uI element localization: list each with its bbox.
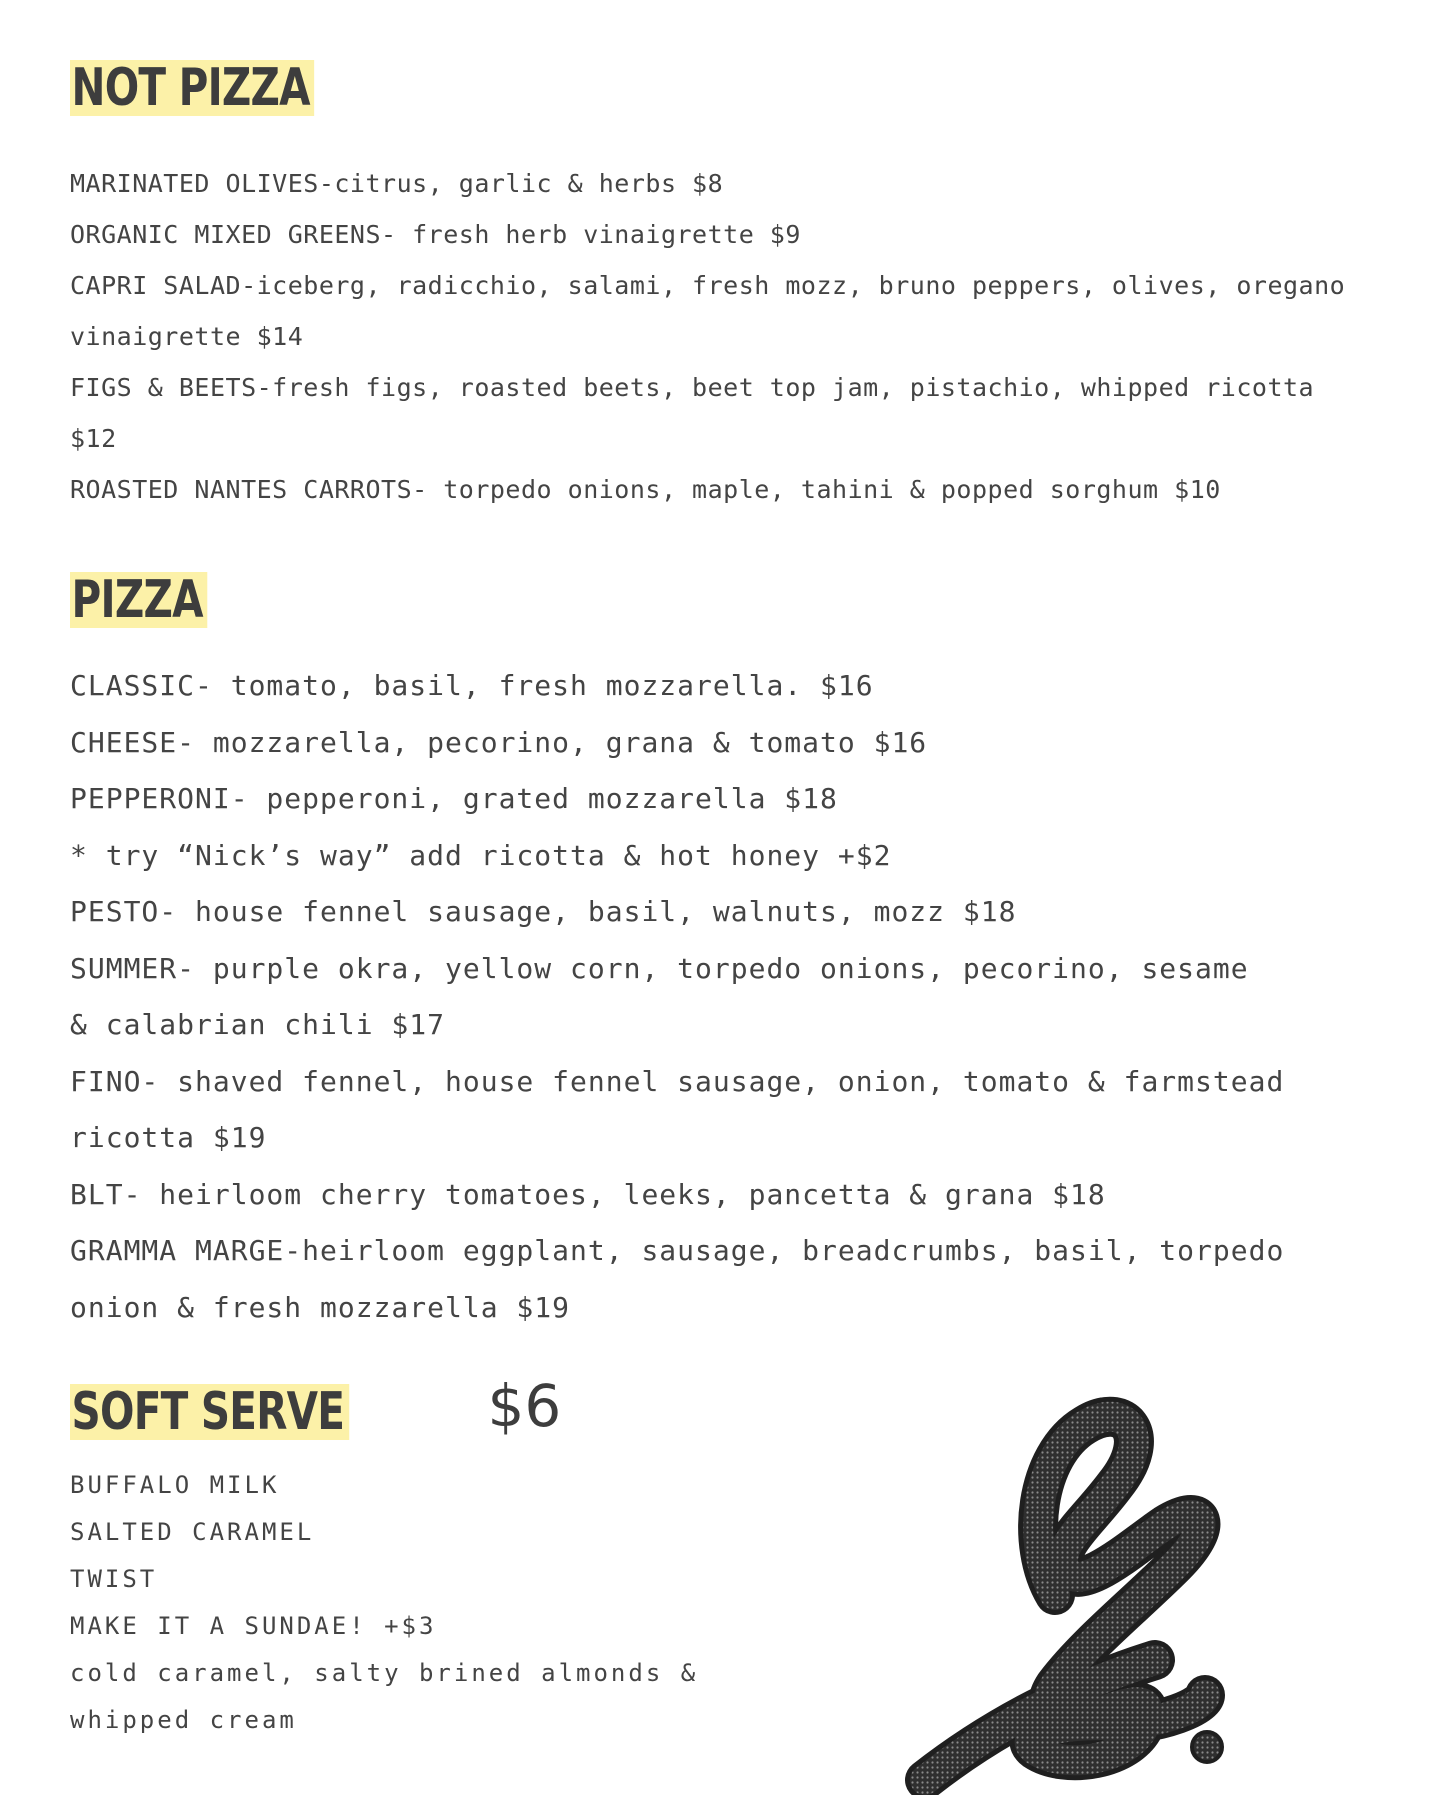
- pizza-section: [70, 572, 1340, 1336]
- menu-item: GRAMMA MARGE-heirloom eggplant, sausage, breadcrumbs, basil, torpedo: [70, 1234, 1285, 1267]
- menu-item: PEPPERONI- pepperoni, grated mozzarella $18: [70, 782, 838, 815]
- soft-serve-items: [70, 1462, 730, 1744]
- menu-item: BUFFALO MILK: [70, 1471, 280, 1499]
- menu-item: FIGS & BEETS-fresh figs, roasted beets, beet top jam, pistachio, whipped ricotta: [70, 373, 1315, 402]
- menu-item: ROASTED NANTES CARROTS- torpedo onions, maple, tahini & popped sorghum $10: [70, 475, 1221, 504]
- menu-item: cold caramel, salty brined almonds &: [70, 1659, 699, 1687]
- menu-item: whipped cream: [70, 1706, 297, 1734]
- menu-item: $12: [70, 424, 117, 453]
- menu-item: * try “Nick’s way” add ricotta & hot honey +$2: [70, 838, 892, 872]
- menu-item: CAPRI SALAD-iceberg, radicchio, salami, fresh mozz, bruno peppers, olives, oregano: [70, 271, 1346, 300]
- menu-item: SUMMER- purple okra, yellow corn, torpedo onions, pecorino, sesame: [70, 951, 1249, 985]
- menu-item: TWIST: [70, 1565, 158, 1593]
- pizza-items: [70, 658, 1340, 1336]
- script-g-monogram-logo-icon: [905, 1395, 1315, 1795]
- menu-item: CLASSIC- tomato, basil, fresh mozzarella. $16: [70, 669, 874, 702]
- not-pizza-items: [70, 158, 1420, 515]
- soft-serve-header: [70, 1372, 730, 1442]
- menu-item: ricotta $19: [70, 1121, 267, 1154]
- menu-item: FINO- shaved fennel, house fennel sausage, onion, tomato & farmstead: [70, 1064, 1285, 1098]
- soft-serve-price: $6: [487, 1372, 562, 1440]
- menu-item: SALTED CARAMEL: [70, 1518, 315, 1546]
- not-pizza-section: [70, 60, 1420, 515]
- menu-item: PESTO- house fennel sausage, basil, walnuts, mozz $18: [70, 895, 1017, 928]
- menu-item: onion & fresh mozzarella $19: [70, 1290, 571, 1324]
- menu-item: ORGANIC MIXED GREENS- fresh herb vinaigrette $9: [70, 220, 801, 249]
- menu-item: CHEESE- mozzarella, pecorino, grana & tomato $16: [70, 725, 928, 759]
- menu-item: vinaigrette $14: [70, 322, 304, 351]
- menu-item: MAKE IT A SUNDAE! +$3: [70, 1612, 437, 1640]
- menu-item: & calabrian chili $17: [70, 1008, 446, 1041]
- soft-serve-heading: SOFT SERVE: [70, 1384, 349, 1440]
- pizza-heading: PIZZA: [70, 572, 207, 628]
- menu-item: MARINATED OLIVES-citrus, garlic & herbs $8: [70, 169, 724, 198]
- menu-item: BLT- heirloom cherry tomatoes, leeks, pancetta & grana $18: [70, 1177, 1106, 1211]
- soft-serve-section: [70, 1372, 730, 1744]
- not-pizza-heading: NOT PIZZA: [70, 60, 314, 116]
